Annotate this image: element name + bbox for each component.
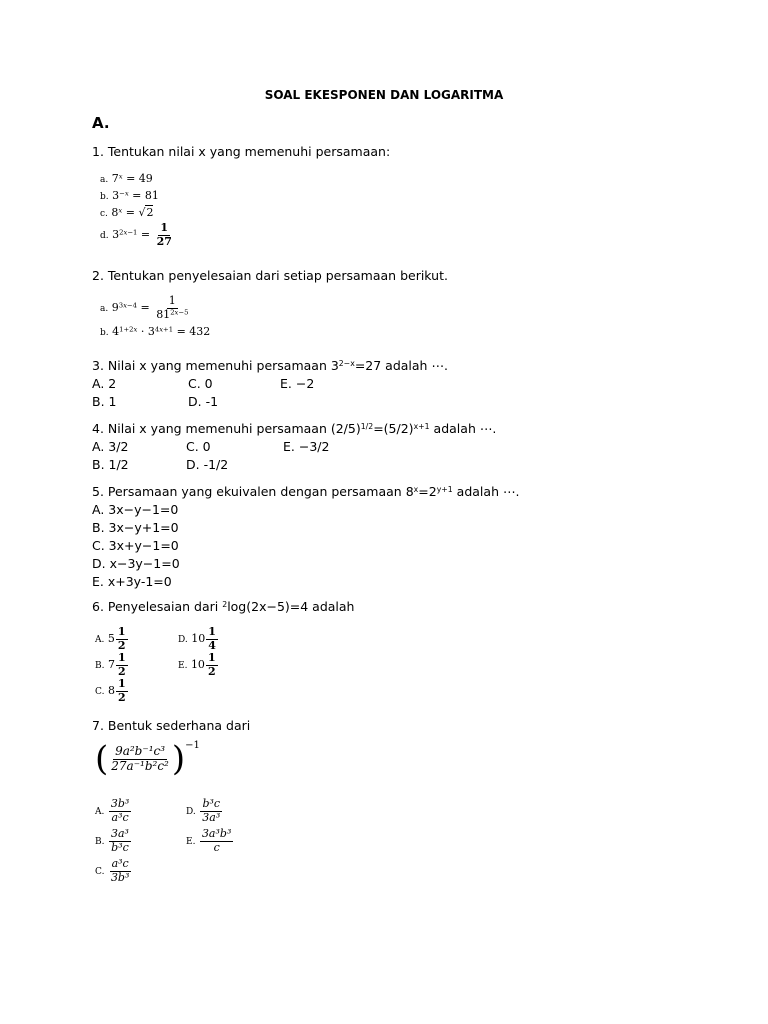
q6-option-d: D. 10 $\frac{1}{4}$ bbox=[178, 625, 216, 652]
q6-option-a: A. 5 $\frac{1}{2}$ bbox=[95, 625, 126, 652]
q5-option-b: B. 3x−y+1=0 bbox=[92, 520, 179, 535]
question-7-text: 7. Bentuk sederhana dari bbox=[92, 718, 251, 733]
q4-option-b: B. 1/2 bbox=[92, 457, 129, 472]
q4-option-d: D. -1/2 bbox=[186, 457, 229, 472]
q5-option-d: D. x−3y−1=0 bbox=[92, 556, 180, 571]
page-title: SOAL EKESPONEN DAN LOGARITMA bbox=[264, 88, 504, 102]
q5-option-c: C. 3x+y−1=0 bbox=[92, 538, 179, 553]
q3-option-b: B. 1 bbox=[92, 394, 117, 409]
q7-option-d: D. $\frac{\text{b³c}}{\text{3a³}}$ bbox=[186, 797, 221, 824]
q1-item-c: c. $8^x = √2$ bbox=[100, 206, 154, 219]
q2-item-b: b. $4^{1+2x} \cdot 3^{4x+1} = 432$ bbox=[100, 325, 211, 338]
question-2-text: 2. Tentukan penyelesaian dari setiap persamaan berikut. bbox=[92, 268, 448, 283]
section-heading: A. bbox=[92, 114, 110, 132]
q7-option-c: C. $\frac{\text{a³c}}{\text{3b³}}$ bbox=[95, 857, 130, 884]
q7-option-b: B. $\frac{\text{3a³}}{\text{b³c}}$ bbox=[95, 827, 129, 854]
q7-expression: ( $\frac{\text{9a²b⁻¹c³}}{\text{27a⁻¹b²c²}}$ ) −1 bbox=[95, 739, 200, 779]
question-5-text: 5. Persamaan yang ekuivalen dengan persamaan $8^x=2^{y+1}$ adalah ⋯. bbox=[92, 484, 520, 499]
q6-option-e: E. 10 $\frac{1}{2}$ bbox=[178, 651, 216, 678]
q2-item-a: a. $9^{3x-4}$ = $\frac{1}{81^{2x-5}}$ bbox=[100, 294, 189, 321]
q1-item-d: d. $3^{2x-1}$ = $\frac{1}{27}$ bbox=[100, 221, 172, 248]
q7-option-a: A. $\frac{\text{3b³}}{\text{a³c}}$ bbox=[95, 797, 130, 824]
q1-item-a: a. $7^x = 49$ bbox=[100, 172, 153, 185]
q5-option-a: A. 3x−y−1=0 bbox=[92, 502, 179, 517]
q3-option-a: A. 2 bbox=[92, 376, 117, 391]
q4-option-e: E. −3/2 bbox=[283, 439, 330, 454]
q1-item-b: b. $3^{-x} = 81$ bbox=[100, 189, 159, 202]
q3-option-d: D. -1 bbox=[188, 394, 219, 409]
q6-option-c: C. 8 $\frac{1}{2}$ bbox=[95, 677, 126, 704]
q4-option-a: A. 3/2 bbox=[92, 439, 129, 454]
q4-option-c: C. 0 bbox=[186, 439, 211, 454]
question-6-text: 6. Penyelesaian dari $^2$log(2x−5)=4 adalah bbox=[92, 599, 355, 614]
q3-option-c: C. 0 bbox=[188, 376, 213, 391]
q3-option-e: E. −2 bbox=[280, 376, 315, 391]
q5-option-e: E. x+3y-1=0 bbox=[92, 574, 172, 589]
q7-option-e: E. $\frac{\text{3a³b³}}{c}$ bbox=[186, 827, 232, 854]
question-4-text: 4. Nilai x yang memenuhi persamaan $(2/5)^{1/2}=(5/2)^{x+1}$ adalah ⋯. bbox=[92, 421, 497, 436]
q6-option-b: B. 7 $\frac{1}{2}$ bbox=[95, 651, 126, 678]
question-1-text: 1. Tentukan nilai x yang memenuhi persamaan: bbox=[92, 144, 391, 159]
question-3-text: 3. Nilai x yang memenuhi persamaan $3^{2-x}=27$ adalah ⋯. bbox=[92, 358, 448, 373]
